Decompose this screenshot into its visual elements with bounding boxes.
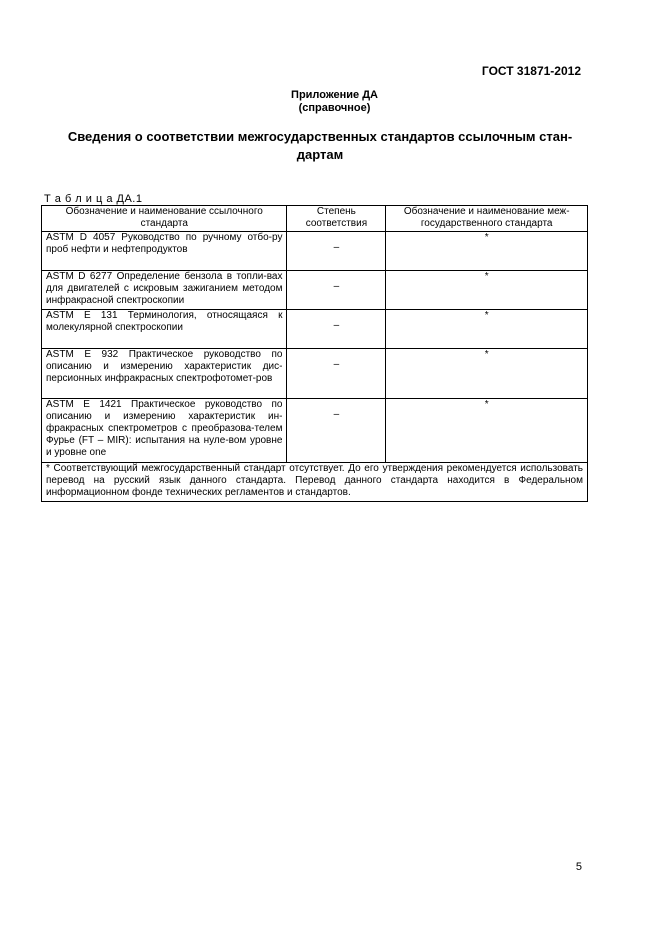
degree-cell: –	[287, 232, 386, 271]
reference-standard-cell: ASTM D 6277 Определение бензола в топли-вах для двигателей с искровым зажиганием методом инфракрасной спектроскопии	[42, 271, 287, 310]
appendix-title: Приложение ДА	[291, 89, 378, 101]
table-footnote-row	[42, 463, 588, 502]
degree-cell: –	[287, 310, 386, 349]
table-row	[42, 310, 588, 349]
interstate-standard-cell: *	[386, 349, 588, 399]
reference-standard-cell: ASTM D 4057 Руководство по ручному отбо-ру проб нефти и нефтепродуктов	[42, 232, 287, 271]
interstate-standard-cell: *	[386, 310, 588, 349]
page-number: 5	[575, 861, 582, 873]
table-label: Т а б л и ц а ДА.1	[44, 193, 143, 205]
interstate-standard-cell: *	[386, 399, 588, 463]
document-code: ГОСТ 31871-2012	[481, 64, 581, 78]
table-row	[42, 399, 588, 463]
degree-cell: –	[287, 349, 386, 399]
degree-cell: –	[287, 271, 386, 310]
table-header-row	[42, 206, 588, 232]
correspondence-table	[41, 205, 588, 502]
table-footnote: * Соответствующий межгосударственный стандарт отсутствует. До его утверждения рекомендуется использовать перевод на русский язык данного стандарта. Перевод данного стандарта находится в Федеральном информационном фонде технических регламентов и стандартов.	[42, 463, 588, 502]
column-header: Обозначение и наименование ссылочного стандарта	[42, 206, 287, 232]
column-header: Обозначение и наименование меж-государственного стандарта	[386, 206, 588, 232]
appendix-heading	[0, 89, 661, 115]
table-row	[42, 349, 588, 399]
section-title: Сведения о соответствии межгосударственных стандартов ссылочным стан-дартам	[67, 129, 573, 162]
interstate-standard-cell: *	[386, 271, 588, 310]
appendix-subtitle: (справочное)	[298, 102, 371, 114]
reference-standard-cell: ASTM E 131 Терминология, относящаяся к молекулярной спектроскопии	[42, 310, 287, 349]
column-header: Степень соответствия	[287, 206, 386, 232]
degree-cell: –	[287, 399, 386, 463]
reference-standard-cell: ASTM E 932 Практическое руководство по описанию и измерению характеристик дис-персионных инфракрасных спектрофотомет-ров	[42, 349, 287, 399]
reference-standard-cell: ASTM E 1421 Практическое руководство по описанию и измерению характеристик ин-фракрасных спектрометров с преобразова-телем Фурье (FT – MIR): испытания на нуле-вом уровне и уровне one	[42, 399, 287, 463]
table-row	[42, 232, 588, 271]
interstate-standard-cell: *	[386, 232, 588, 271]
table-row	[42, 271, 588, 310]
